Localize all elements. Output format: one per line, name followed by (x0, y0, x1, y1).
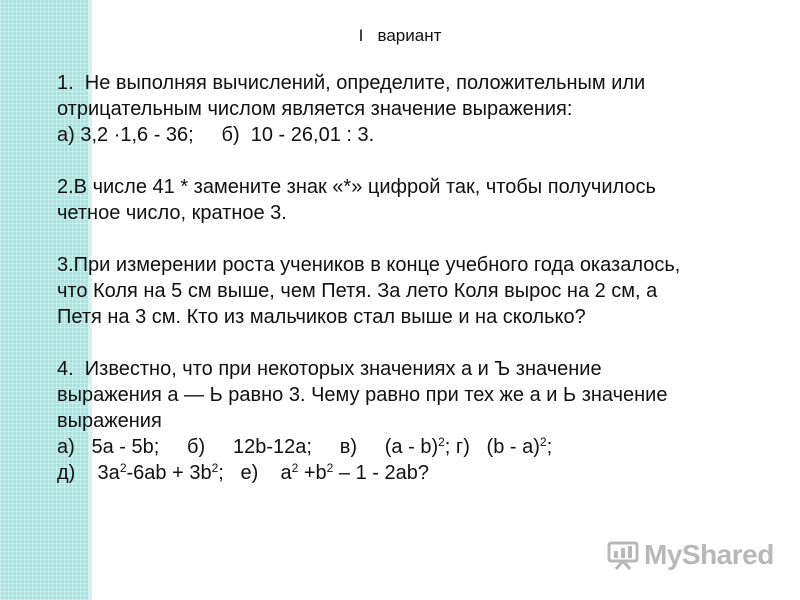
page-title: I вариант (358, 26, 442, 45)
problem-1-line-1: 1. Не выполняя вычислений, определите, положительным или (57, 72, 646, 94)
problem-2-line-2: четное число, кратное 3. (57, 202, 287, 224)
problem-1-line-3: а) 3,2 ·1,6 - 36; б) 10 - 26,01 : 3. (57, 124, 375, 146)
problem-4-line-5: д) $3a^2-6ab + 3b^2$; е) $a^2 +b^2 - 1 - 2ab$? (57, 461, 429, 484)
problem-3 (57, 252, 777, 330)
problem-1-line-2: отрицательным числом является значение выражения: (57, 98, 573, 120)
problem-3-line-3: Петя на 3 см. Кто из мальчиков стал выше и на сколько? (57, 306, 586, 328)
problem-3-line-1: 3.При измерении роста учеников в конце учебного года оказалось, (57, 254, 681, 276)
problem-4-line-1: 4. Известно, что при некоторых значениях а и Ъ значение (57, 358, 602, 380)
problem-4-line-3: выражения (57, 410, 162, 432)
document-body (57, 70, 777, 486)
problem-3-line-2: что Коля на 5 см выше, чем Петя. За лето Коля вырос на 2 см, а (57, 280, 658, 302)
problem-2-line-1: 2.В числе 41 * замените знак «*» цифрой так, чтобы получилось (57, 176, 656, 198)
problem-4-line-4: а) 5a - 5b; б) 12b-12a; в) (a - b)$^2$; г) (b - a)$^2$; (57, 435, 553, 458)
problem-2 (57, 174, 777, 226)
problem-4 (57, 356, 777, 486)
myshared-logo-icon (606, 538, 640, 572)
problem-4-line-2: выражения а — Ь равно 3. Чему равно при тех же а и Ь значение (57, 384, 668, 406)
myshared-watermark (606, 535, 774, 575)
problem-1 (57, 70, 777, 148)
watermark-text: MyShared (644, 539, 774, 570)
